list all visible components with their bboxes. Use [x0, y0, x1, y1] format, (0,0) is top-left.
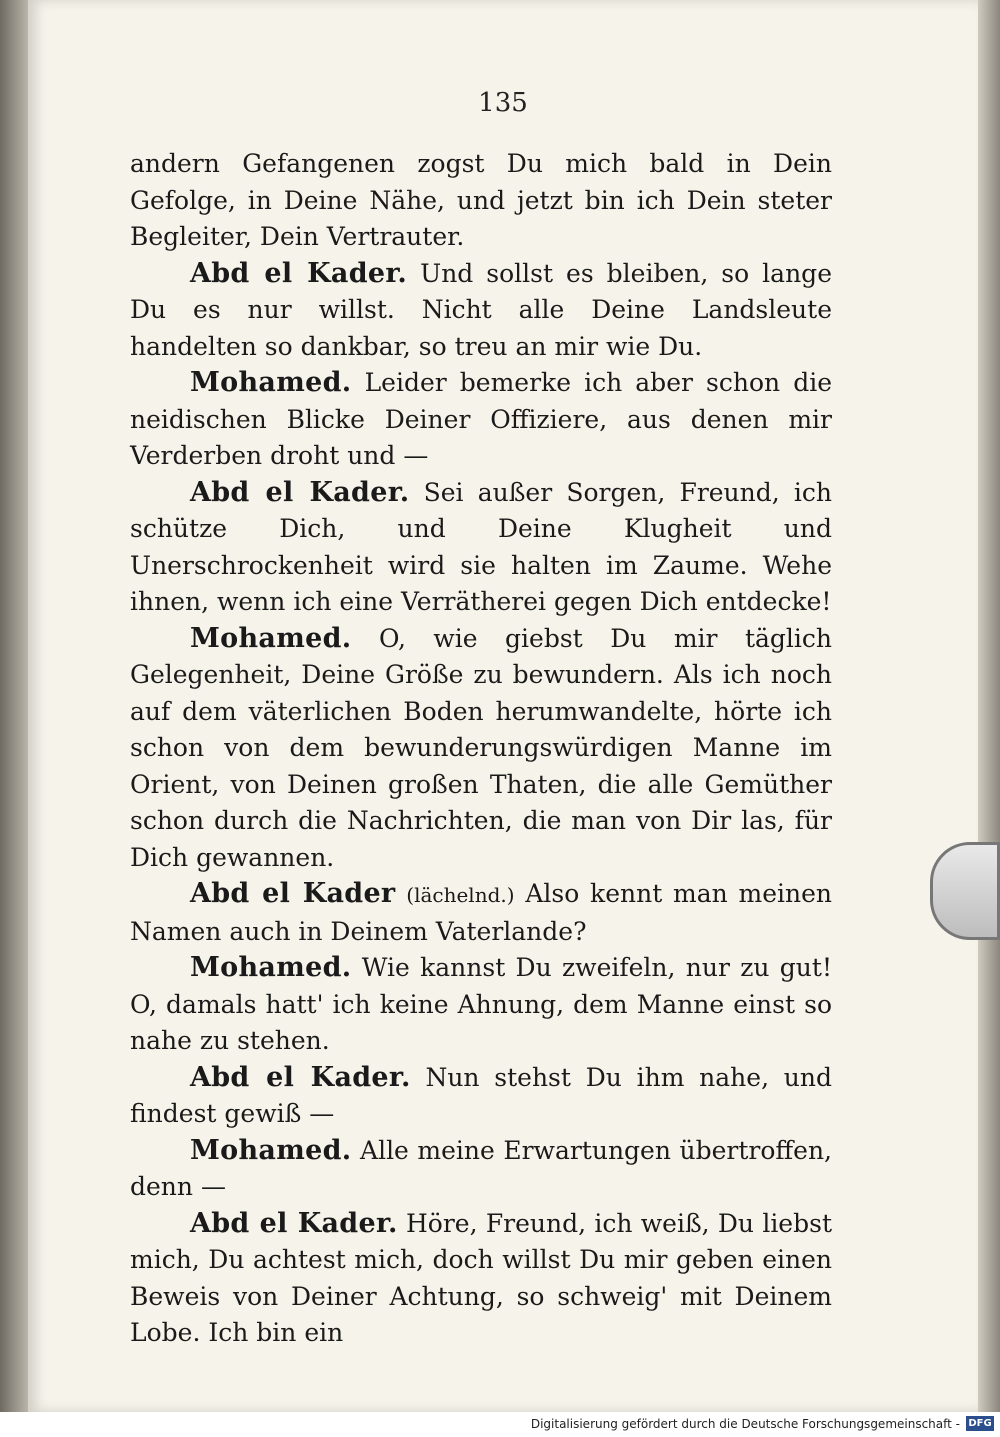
speaker-name: Abd el Kader.: [190, 1061, 411, 1093]
speaker-name: Abd el Kader.: [190, 1207, 398, 1239]
speech-text: Und sollst es bleiben, so lange Du es nur willst. Nicht alle Deine Landsleute handelten so dankbar, so treu an mir wie Du.: [130, 258, 832, 361]
speech-7: [130, 1060, 832, 1133]
speech-text: O, wie giebst Du mir täglich Gelegenheit, Deine Größe zu bewundern. Als ich noch auf dem väterlichen Boden herumwandelte, hörte ich schon von dem bewunderungswürdigen Manne im Orient, von Deinen großen Thaten, die alle Gemüther schon durch die Nachrichten, die man von Dir las, für Dich gewannen.: [130, 623, 833, 872]
speech-text: Leider bemerke ich aber schon die neidischen Blicke Deiner Offiziere, aus denen mir Verderben droht und —: [130, 368, 833, 470]
speech-text: Also kennt man meinen Namen auch in Deinem Vaterlande?: [130, 879, 833, 946]
speaker-name: Mohamed.: [190, 1134, 352, 1166]
speech-5: [130, 876, 832, 950]
page-edge: [978, 0, 1000, 1412]
speech-text: Nun stehst Du ihm nahe, und findest gewiß —: [130, 1062, 832, 1128]
page-number: 135: [478, 88, 528, 118]
footer: [0, 1412, 1000, 1437]
speech-1: [130, 256, 832, 366]
speech-3: [130, 475, 832, 621]
text-continuation: andern Gefangenen zogst Du mich bald in Dein Gefolge, in Deine Nähe, und jetzt bin ich Dein steter Begleiter, Dein Vertrauter.: [130, 149, 832, 251]
speech-2: [130, 365, 832, 475]
stage-direction: (lächelnd.): [406, 883, 515, 907]
speech-text: Alle meine Erwartungen übertroffen, denn —: [130, 1135, 832, 1201]
speech-text: Wie kannst Du zweifeln, nur zu gut! O, damals hatt' ich keine Ahnung, dem Manne einst so nahe zu stehen.: [130, 953, 832, 1055]
speaker-name: Abd el Kader.: [190, 257, 408, 289]
speech-text: Höre, Freund, ich weiß, Du liebst mich, Du achtest mich, doch willst Du mir geben einen Beweis von Deiner Achtung, so schweig' mit Deinem Lobe. Ich bin ein: [130, 1208, 832, 1347]
speech-9: [130, 1206, 832, 1352]
speaker-name: Abd el Kader.: [190, 476, 410, 508]
speech-6: [130, 950, 832, 1060]
speaker-name: Mohamed.: [190, 952, 352, 983]
speech-8: [130, 1133, 832, 1206]
speaker-name: Mohamed.: [190, 622, 352, 654]
dfg-logo: DFG: [966, 1416, 994, 1431]
page-clip: [930, 842, 1000, 940]
book-gutter: [0, 0, 28, 1412]
page-text: [130, 146, 832, 1352]
speaker-name: Mohamed.: [190, 367, 352, 398]
speech-text: Sei außer Sorgen, Freund, ich schütze Dich, und Deine Klugheit und Unerschrockenheit wird sie halten im Zaume. Wehe ihnen, wenn ich eine Verrätherei gegen Dich entdecke!: [130, 477, 832, 616]
speaker-name: Abd el Kader: [190, 878, 396, 909]
speech-4: [130, 621, 832, 877]
footer-credit: Digitalisierung gefördert durch die Deutsche Forschungsgemeinschaft -: [530, 1417, 960, 1431]
